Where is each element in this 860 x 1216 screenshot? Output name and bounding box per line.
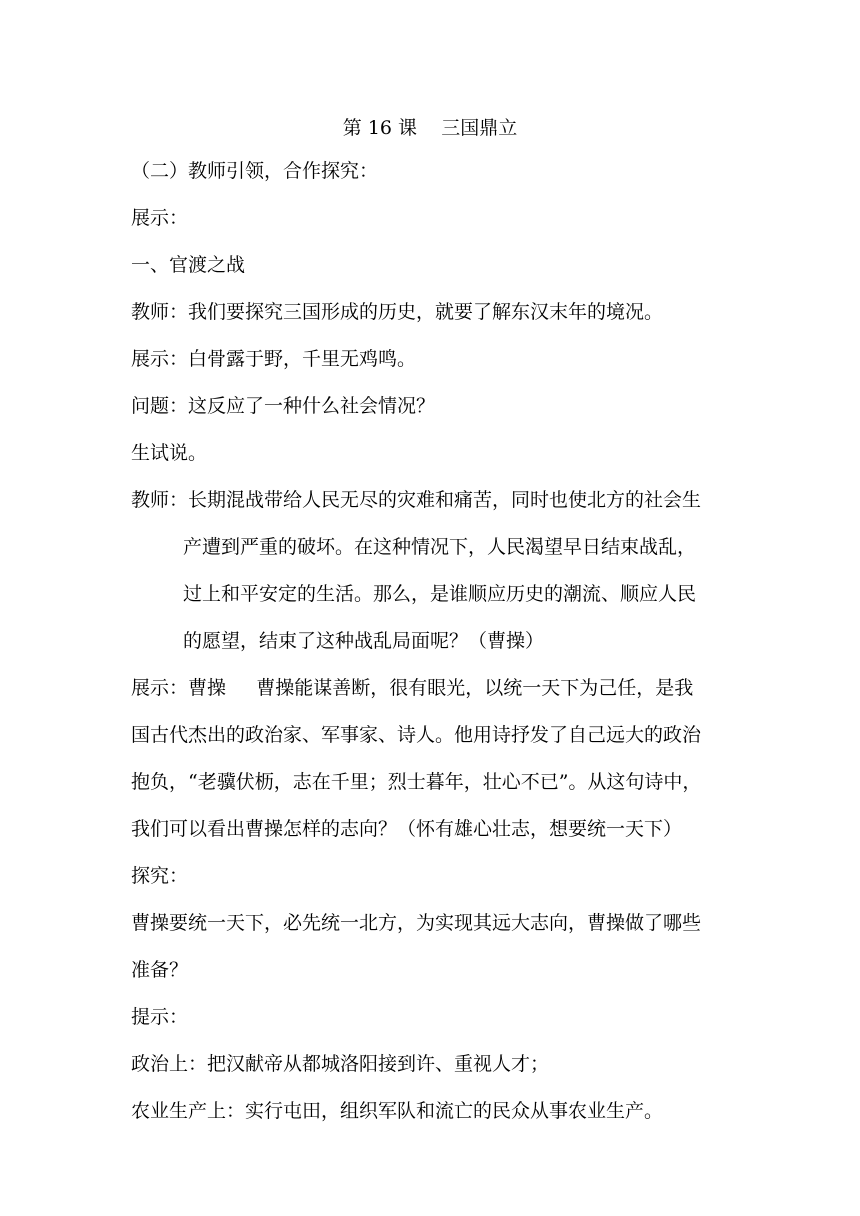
paragraph-line: 教师：长期混战带给人民无尽的灾难和痛苦，同时也使北方的社会生 bbox=[131, 489, 702, 511]
subsection-heading: 一、官渡之战 bbox=[131, 254, 246, 276]
paragraph: 展示： bbox=[131, 207, 189, 229]
paragraph: 政治上：把汉献帝从都城洛阳接到许、重视人才； bbox=[131, 1053, 550, 1075]
paragraph: 生试说。 bbox=[131, 442, 208, 464]
paragraph-line: 我们可以看出曹操怎样的志向？（怀有雄心壮志，想要统一天下） bbox=[131, 818, 683, 840]
paragraph-line: 曹操要统一天下，必先统一北方，为实现其远大志向，曹操做了哪些 bbox=[131, 912, 702, 934]
paragraph-line: 的愿望，结束了这种战乱局面呢？（曹操） bbox=[183, 630, 545, 652]
paragraph-line: 抱负，“老骥伏枥，志在千里；烈士暮年，壮心不已”。从这句诗中， bbox=[131, 771, 702, 793]
paragraph-line: 过上和平安定的生活。那么，是谁顺应历史的潮流、顺应人民 bbox=[183, 583, 697, 605]
explore-paragraph bbox=[131, 909, 731, 984]
paragraph-line: 产遭到严重的破坏。在这种情况下，人民渴望早日结束战乱， bbox=[183, 536, 697, 558]
paragraph-line: 国古代杰出的政治家、军事家、诗人。他用诗抒发了自己远大的政治 bbox=[131, 724, 702, 746]
paragraph: 教师：我们要探究三国形成的历史，就要了解东汉末年的境况。 bbox=[131, 301, 664, 323]
paragraph: 提示： bbox=[131, 1006, 189, 1028]
caocao-paragraph bbox=[131, 674, 731, 843]
lesson-title: 第 16 课 三国鼎立 bbox=[342, 117, 518, 139]
paragraph: 农业生产上：实行屯田，组织军队和流亡的民众从事农业生产。 bbox=[131, 1100, 664, 1122]
section-heading: （二）教师引领，合作探究： bbox=[131, 160, 379, 182]
paragraph-line: 展示：曹操 曹操能谋善断，很有眼光，以统一天下为己任，是我 bbox=[131, 677, 694, 699]
paragraph: 展示：白骨露于野，千里无鸡鸣。 bbox=[131, 348, 417, 370]
document-body bbox=[131, 157, 731, 1144]
paragraph: 问题：这反应了一种什么社会情况？ bbox=[131, 395, 436, 417]
paragraph: 探究： bbox=[131, 865, 189, 887]
paragraph-line: 准备？ bbox=[131, 959, 189, 981]
teacher-paragraph bbox=[131, 486, 731, 655]
